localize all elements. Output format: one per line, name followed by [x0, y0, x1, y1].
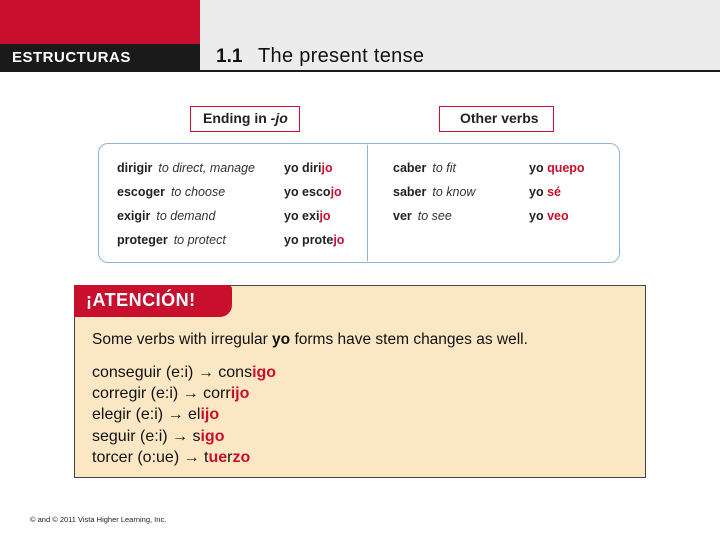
- yo-form-stem: yo prote: [284, 233, 334, 247]
- yo-form-ending: jo: [330, 185, 342, 199]
- jo-verb-row: [117, 185, 225, 199]
- yo-form-stem: yo: [529, 161, 548, 175]
- yo-form-stem: yo diri: [284, 161, 322, 175]
- verb-gloss: to demand: [156, 209, 216, 223]
- example-line: [92, 449, 250, 467]
- yo-form-ending: quepo: [547, 161, 585, 175]
- jo-verb-row: [117, 209, 215, 223]
- yo-form-stem: yo exi: [284, 209, 320, 223]
- yo-form-ending: veo: [547, 209, 569, 223]
- verb-gloss: to see: [417, 209, 452, 223]
- yo-form: [529, 185, 561, 199]
- example-ending: zo: [232, 449, 251, 466]
- verb-infinitive: caber: [393, 161, 427, 175]
- label-ending-prefix: Ending in: [203, 110, 271, 126]
- yo-form-stem: yo: [529, 209, 548, 223]
- verb-infinitive: exigir: [117, 209, 151, 223]
- verb-infinitive: ver: [393, 209, 412, 223]
- yo-form: [284, 209, 331, 223]
- yo-form: [529, 209, 569, 223]
- intro-bold-yo: yo: [272, 331, 291, 348]
- verb-gloss: to protect: [173, 233, 226, 247]
- yo-form-ending: jo: [321, 161, 333, 175]
- yo-form-stem: yo esco: [284, 185, 331, 199]
- verb-infinitive: saber: [393, 185, 427, 199]
- example-line: [92, 406, 219, 424]
- example-line: [92, 385, 249, 403]
- example-line: [92, 428, 224, 446]
- attention-intro: [92, 331, 528, 349]
- attention-title: ¡ATENCIÓN!: [86, 290, 196, 310]
- intro-text-end: forms have stem changes as well.: [290, 331, 528, 348]
- other-verb-row: [393, 161, 456, 175]
- example-base: corregir (e:i) → corr: [92, 385, 231, 402]
- example-stem: r: [227, 449, 233, 466]
- yo-form: [284, 185, 342, 199]
- brand-label: ESTRUCTURAS: [12, 49, 131, 66]
- other-verb-row: [393, 185, 475, 199]
- example-ending: ijo: [200, 406, 220, 423]
- example-base: elegir (e:i) → el: [92, 406, 201, 423]
- jo-verb-row: [117, 233, 226, 247]
- section-number: 1.1: [216, 46, 243, 67]
- example-ending: ijo: [230, 385, 250, 402]
- verb-infinitive: escoger: [117, 185, 165, 199]
- label-ending-in-jo: [190, 106, 300, 132]
- yo-form-stem: yo: [529, 185, 548, 199]
- verb-table-divider: [367, 145, 368, 261]
- yo-form: [529, 161, 585, 175]
- example-base: seguir (e:i) → s: [92, 428, 201, 445]
- verb-infinitive: dirigir: [117, 161, 153, 175]
- intro-text: Some verbs with irregular: [92, 331, 273, 348]
- example-base: conseguir (e:i) → cons: [92, 364, 253, 381]
- example-ending: igo: [252, 364, 277, 381]
- yo-form-ending: jo: [319, 209, 331, 223]
- verb-gloss: to fit: [432, 161, 456, 175]
- header-underline: [200, 70, 720, 72]
- yo-form-ending: sé: [547, 185, 561, 199]
- example-ending: igo: [200, 428, 225, 445]
- example-ending: ue: [208, 449, 228, 466]
- page-title: The present tense: [258, 45, 425, 67]
- verb-infinitive: proteger: [117, 233, 168, 247]
- other-verb-row: [393, 209, 452, 223]
- label-other-verbs: Other verbs: [439, 106, 554, 132]
- verb-gloss: to direct, manage: [158, 161, 256, 175]
- yo-form: [284, 233, 344, 247]
- yo-form: [284, 161, 333, 175]
- example-line: [92, 364, 276, 382]
- example-base: torcer (o:ue) → t: [92, 449, 209, 466]
- label-ending-suffix: -jo: [270, 110, 288, 126]
- verb-gloss: to choose: [170, 185, 226, 199]
- yo-form-ending: jo: [333, 233, 345, 247]
- copyright-footer: © and © 2011 Vista Higher Learning, Inc.: [30, 515, 167, 524]
- verb-gloss: to know: [432, 185, 476, 199]
- jo-verb-row: [117, 161, 255, 175]
